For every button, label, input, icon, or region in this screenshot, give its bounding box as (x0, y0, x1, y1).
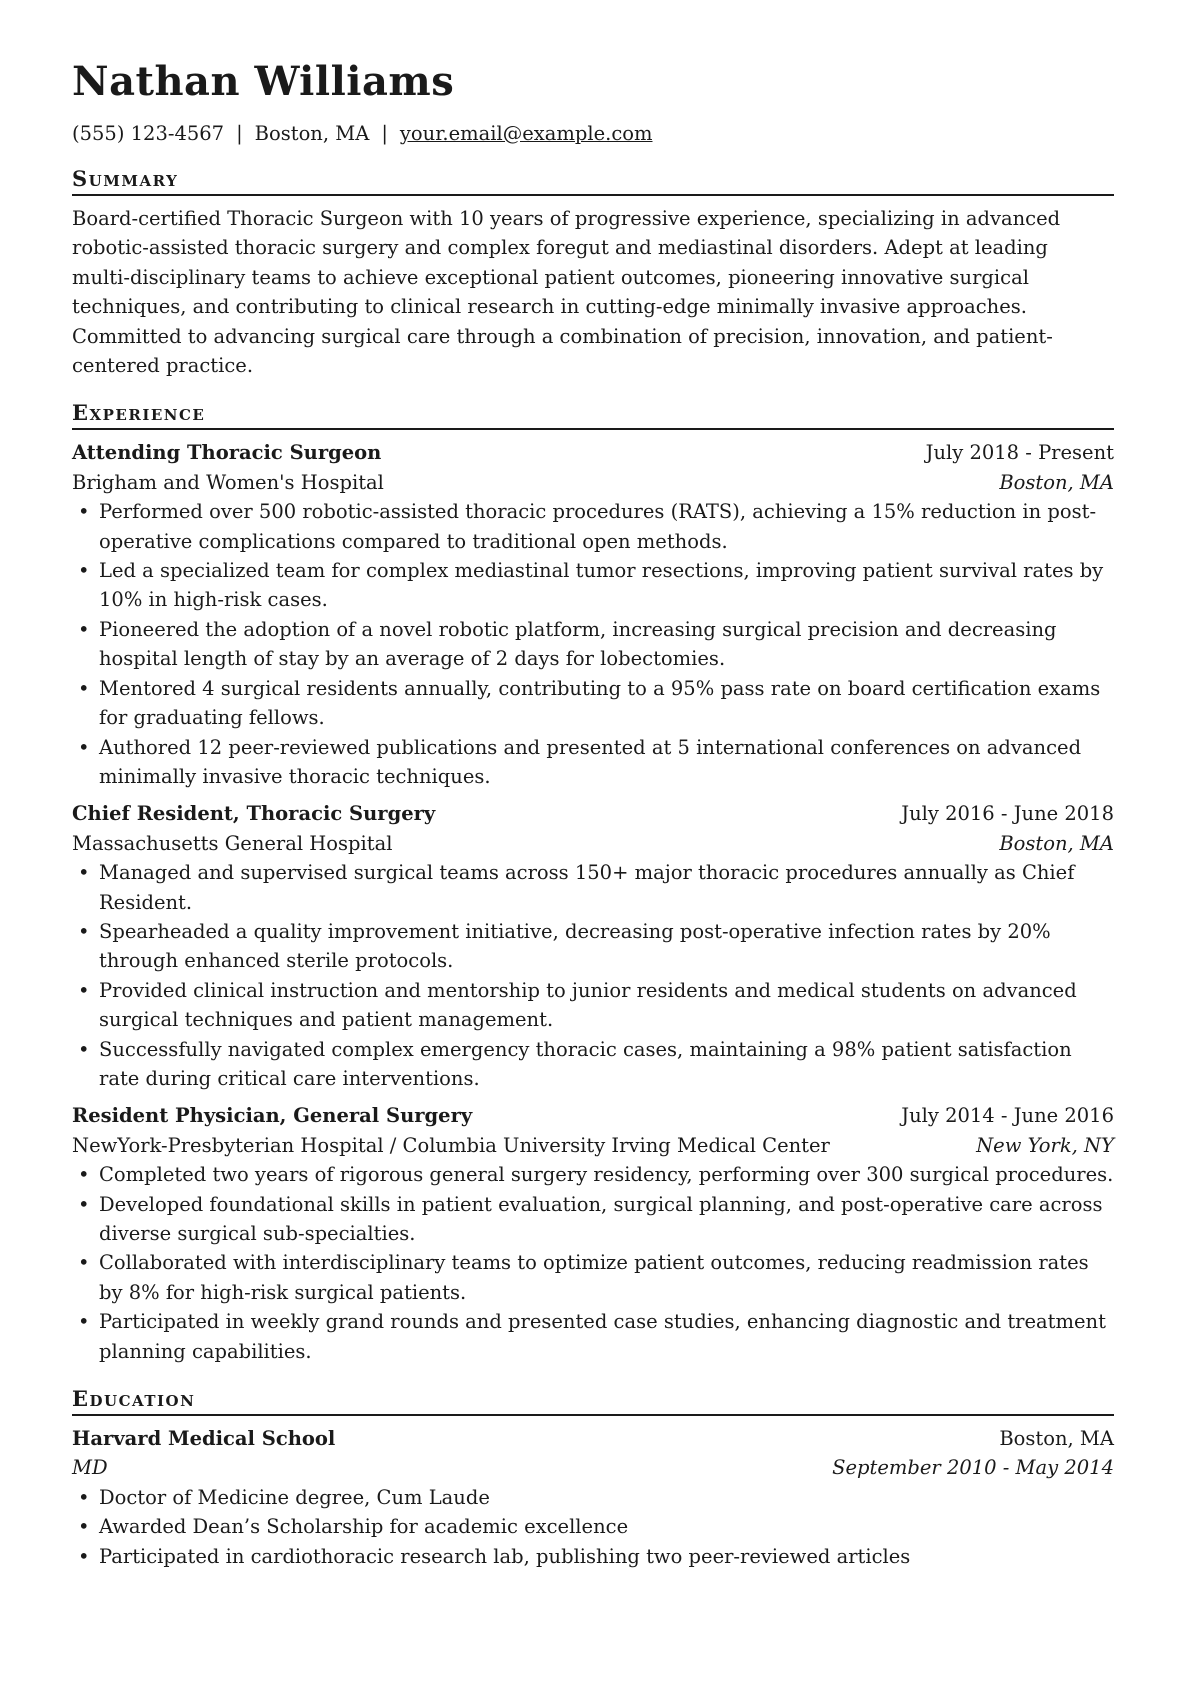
job-dates: July 2018 - Present (925, 441, 1114, 465)
job-title: Attending Thoracic Surgeon (72, 441, 382, 465)
job-entry (72, 1101, 1114, 1366)
list-item: • Managed and supervised surgical teams across 150+ major thoracic procedures annually as Chief Resident. (72, 858, 1114, 917)
job-entry (72, 799, 1114, 1093)
list-item: • Authored 12 peer-reviewed publications and presented at 5 international conferences on advanced minimally invasive thoracic techniques. (72, 733, 1114, 792)
email-link[interactable]: your.email@example.com (399, 122, 653, 145)
list-item: • Collaborated with interdisciplinary teams to optimize patient outcomes, reducing readmission rates by 8% for high-risk surgical patients. (72, 1248, 1114, 1307)
job-organization: NewYork-Presbyterian Hospital / Columbia University Irving Medical Center (72, 1133, 830, 1157)
bullet-icon: • (78, 1515, 90, 1539)
contact-location: Boston, MA (254, 122, 370, 145)
bullet-icon: • (78, 676, 90, 700)
list-item: • Performed over 500 robotic-assisted thoracic procedures (RATS), achieving a 15% reduction in post-operative complications compared to traditional open methods. (72, 497, 1114, 556)
summary-heading: Summary (72, 166, 1114, 196)
bullet-icon: • (78, 1037, 90, 1061)
education-section (72, 1386, 1114, 1571)
job-location: Boston, MA (999, 831, 1114, 855)
list-item: • Developed foundational skills in patient evaluation, surgical planning, and post-operative care across diverse surgical sub-specialties. (72, 1190, 1114, 1249)
contact-separator: | (381, 122, 388, 145)
education-dates: September 2010 - May 2014 (832, 1456, 1114, 1480)
job-location: New York, NY (976, 1133, 1114, 1157)
bullet-icon: • (78, 1544, 90, 1568)
bullet-icon: • (78, 1310, 90, 1334)
list-item: • Participated in cardiothoracic research lab, publishing two peer-reviewed articles (72, 1542, 1114, 1571)
list-item: • Led a specialized team for complex mediastinal tumor resections, improving patient survival rates by 10% in high-risk cases. (72, 556, 1114, 615)
contact-line (72, 122, 1114, 146)
summary-section (72, 166, 1114, 380)
list-item: • Mentored 4 surgical residents annually, contributing to a 95% pass rate on board certification exams for graduating fellows. (72, 674, 1114, 733)
contact-separator: | (236, 122, 243, 145)
job-title: Resident Physician, General Surgery (72, 1104, 473, 1128)
education-heading: Education (72, 1386, 1114, 1416)
bullet-icon: • (78, 1251, 90, 1275)
phone-number: (555) 123-4567 (72, 122, 225, 145)
job-location: Boston, MA (999, 470, 1114, 494)
job-entry (72, 438, 1114, 791)
education-entry (72, 1424, 1114, 1571)
bullet-icon: • (78, 559, 90, 583)
school-name: Harvard Medical School (72, 1427, 336, 1451)
experience-section (72, 400, 1114, 1366)
resume-page (72, 58, 1114, 1571)
school-location: Boston, MA (999, 1427, 1114, 1451)
bullet-icon: • (78, 1192, 90, 1216)
list-item: • Participated in weekly grand rounds and presented case studies, enhancing diagnostic and treatment planning capabilities. (72, 1307, 1114, 1366)
list-item: • Successfully navigated complex emergency thoracic cases, maintaining a 98% patient satisfaction rate during critical care interventions. (72, 1035, 1114, 1094)
bullet-icon: • (78, 500, 90, 524)
list-item: • Completed two years of rigorous general surgery residency, performing over 300 surgical procedures. (72, 1160, 1114, 1189)
degree: MD (72, 1456, 108, 1480)
job-dates: July 2016 - June 2018 (901, 802, 1114, 826)
bullet-icon: • (78, 617, 90, 641)
list-item: • Pioneered the adoption of a novel robotic platform, increasing surgical precision and decreasing hospital length of stay by an average of 2 days for lobectomies. (72, 615, 1114, 674)
candidate-name: Nathan Williams (72, 58, 455, 105)
job-title: Chief Resident, Thoracic Surgery (72, 802, 436, 826)
job-organization: Brigham and Women's Hospital (72, 470, 384, 494)
bullet-icon: • (78, 978, 90, 1002)
bullet-icon: • (78, 919, 90, 943)
summary-text: Board-certified Thoracic Surgeon with 10 years of progressive experience, specializing in advanced robotic-assisted thoracic surgery and complex foregut and mediastinal disorders. Adept at leading multi-disciplinary teams to achieve exceptional patient outcomes, pioneering innovative surgical techniques, and contributing to clinical research in cutting-edge minimally invasive approaches. Committed to advancing surgical care through a combination of precision, innovation, and patient-centered practice. (72, 207, 1061, 378)
bullet-icon: • (78, 861, 90, 885)
list-item: • Provided clinical instruction and mentorship to junior residents and medical students on advanced surgical techniques and patient management. (72, 976, 1114, 1035)
bullet-icon: • (78, 1163, 90, 1187)
bullet-icon: • (78, 735, 90, 759)
job-dates: July 2014 - June 2016 (901, 1104, 1114, 1128)
list-item: • Doctor of Medicine degree, Cum Laude (72, 1483, 1114, 1512)
job-organization: Massachusetts General Hospital (72, 831, 393, 855)
list-item: • Spearheaded a quality improvement initiative, decreasing post-operative infection rates by 20% through enhanced sterile protocols. (72, 917, 1114, 976)
experience-heading: Experience (72, 400, 1114, 430)
list-item: • Awarded Dean’s Scholarship for academic excellence (72, 1512, 1114, 1541)
bullet-icon: • (78, 1485, 90, 1509)
